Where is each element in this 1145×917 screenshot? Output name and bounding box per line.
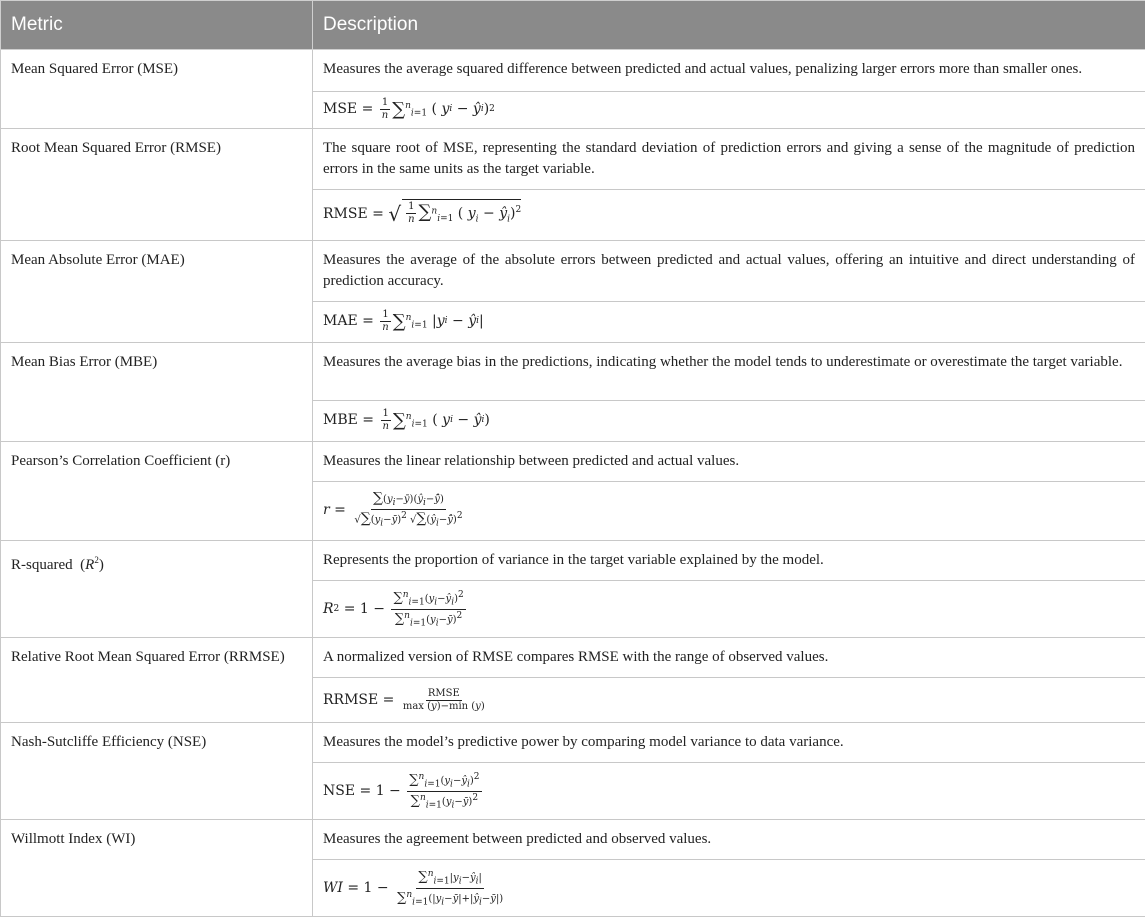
nse-formula: NSE = 1 − $\frac{\sum^n_{i=1}(y_i-ŷ_i)^2}{\sum^n_{i=1}(y_i-ȳ)^2}$	[323, 771, 484, 811]
r-squared-label: R-squared $(R^2)$	[11, 557, 104, 573]
metric-description: Measures the linear relationship between predicted and actual values.	[313, 442, 1145, 482]
metric-description: Measures the average of the absolute errors between predicted and actual values, offering an intuitive and direct understanding of prediction accuracy.	[313, 241, 1145, 302]
r2-formula: R 2 = 1 − $\frac{\sum^n_{i=1}(y_i-ŷ_i)^2}{\sum^n_{i=1}(y_i-ȳ)^2}$	[323, 589, 468, 629]
metric-formula	[313, 581, 1145, 638]
metric-formula	[313, 401, 1145, 442]
metric-name: Relative Root Mean Squared Error (RRMSE)	[1, 638, 313, 723]
wi-formula: WI = 1 − $\frac{\sum^n_{i=1}|y_i-ŷ_i|}{\sum^n_{i=1}(|y_i-ȳ|+|ŷ_i-ȳ|)}$	[323, 868, 507, 908]
metric-name: Root Mean Squared Error (RMSE)	[1, 129, 313, 241]
table-row	[1, 541, 1145, 581]
header-row	[1, 1, 1145, 50]
header-description: Description	[313, 1, 1145, 50]
table-row	[1, 638, 1145, 678]
pearson-formula: r = $\frac{\sum(y_i-ȳ)(ŷ_i-ŷ̄)}{√\sum(y_i-ȳ)^2 √\sum(ŷ_i-ŷ̄)^2}$	[323, 492, 467, 529]
metric-name: Mean Squared Error (MSE)	[1, 50, 313, 129]
mbe-formula: MBE = $\frac{1}{n}$ ∑ $^n_{i=1}$ ( y i − ŷ i )	[323, 407, 490, 435]
metric-name: Pearson’s Correlation Coefficient (r)	[1, 442, 313, 541]
table-row	[1, 241, 1145, 302]
metric-description: Measures the average bias in the predictions, indicating whether the model tends to underestimate or overestimate the target variable.	[313, 343, 1145, 401]
metric-formula	[313, 92, 1145, 129]
table-row	[1, 723, 1145, 763]
metric-name: Nash-Sutcliffe Efficiency (NSE)	[1, 723, 313, 820]
metric-formula	[313, 482, 1145, 541]
metric-description: Measures the agreement between predicted and observed values.	[313, 820, 1145, 860]
metric-formula	[313, 190, 1145, 241]
metric-description: The square root of MSE, representing the standard deviation of prediction errors and giving a sense of the magnitude of prediction errors in the same units as the target variable.	[313, 129, 1145, 190]
rmse-formula: RMSE = √ $\frac{1}{n}$ ∑$^n_{i=1}$ ( $y_i$ − $ŷ_i)^2$	[323, 199, 521, 230]
metric-description: Measures the average squared difference between predicted and actual values, penalizing larger errors more than smaller ones.	[313, 50, 1145, 92]
metric-name	[1, 541, 313, 638]
table-row	[1, 820, 1145, 860]
metric-name: Mean Bias Error (MBE)	[1, 343, 313, 442]
metric-formula	[313, 860, 1145, 917]
table-row	[1, 343, 1145, 401]
metric-name: Mean Absolute Error (MAE)	[1, 241, 313, 343]
header-metric: Metric	[1, 1, 313, 50]
metric-description: A normalized version of RMSE compares RMSE with the range of observed values.	[313, 638, 1145, 678]
table-row	[1, 129, 1145, 190]
metric-formula	[313, 763, 1145, 820]
rrmse-formula: RRMSE = $\frac{\text{RMSE}}{\max (y)-\min (y)}$	[323, 688, 489, 713]
mae-formula: MAE = $\frac{1}{n}$ ∑ $^n_{i=1}$ | y i − ŷ i |	[323, 308, 484, 336]
table-row	[1, 50, 1145, 92]
metric-description: Represents the proportion of variance in the target variable explained by the model.	[313, 541, 1145, 581]
mse-formula: MSE = $\frac{1}{n}$ ∑ $^n_{i=1}$ ( y i − ŷ i ) 2	[323, 96, 495, 124]
metric-description: Measures the model’s predictive power by comparing model variance to data variance.	[313, 723, 1145, 763]
metric-formula	[313, 302, 1145, 343]
metric-formula	[313, 678, 1145, 723]
table-row	[1, 442, 1145, 482]
metric-name: Willmott Index (WI)	[1, 820, 313, 917]
